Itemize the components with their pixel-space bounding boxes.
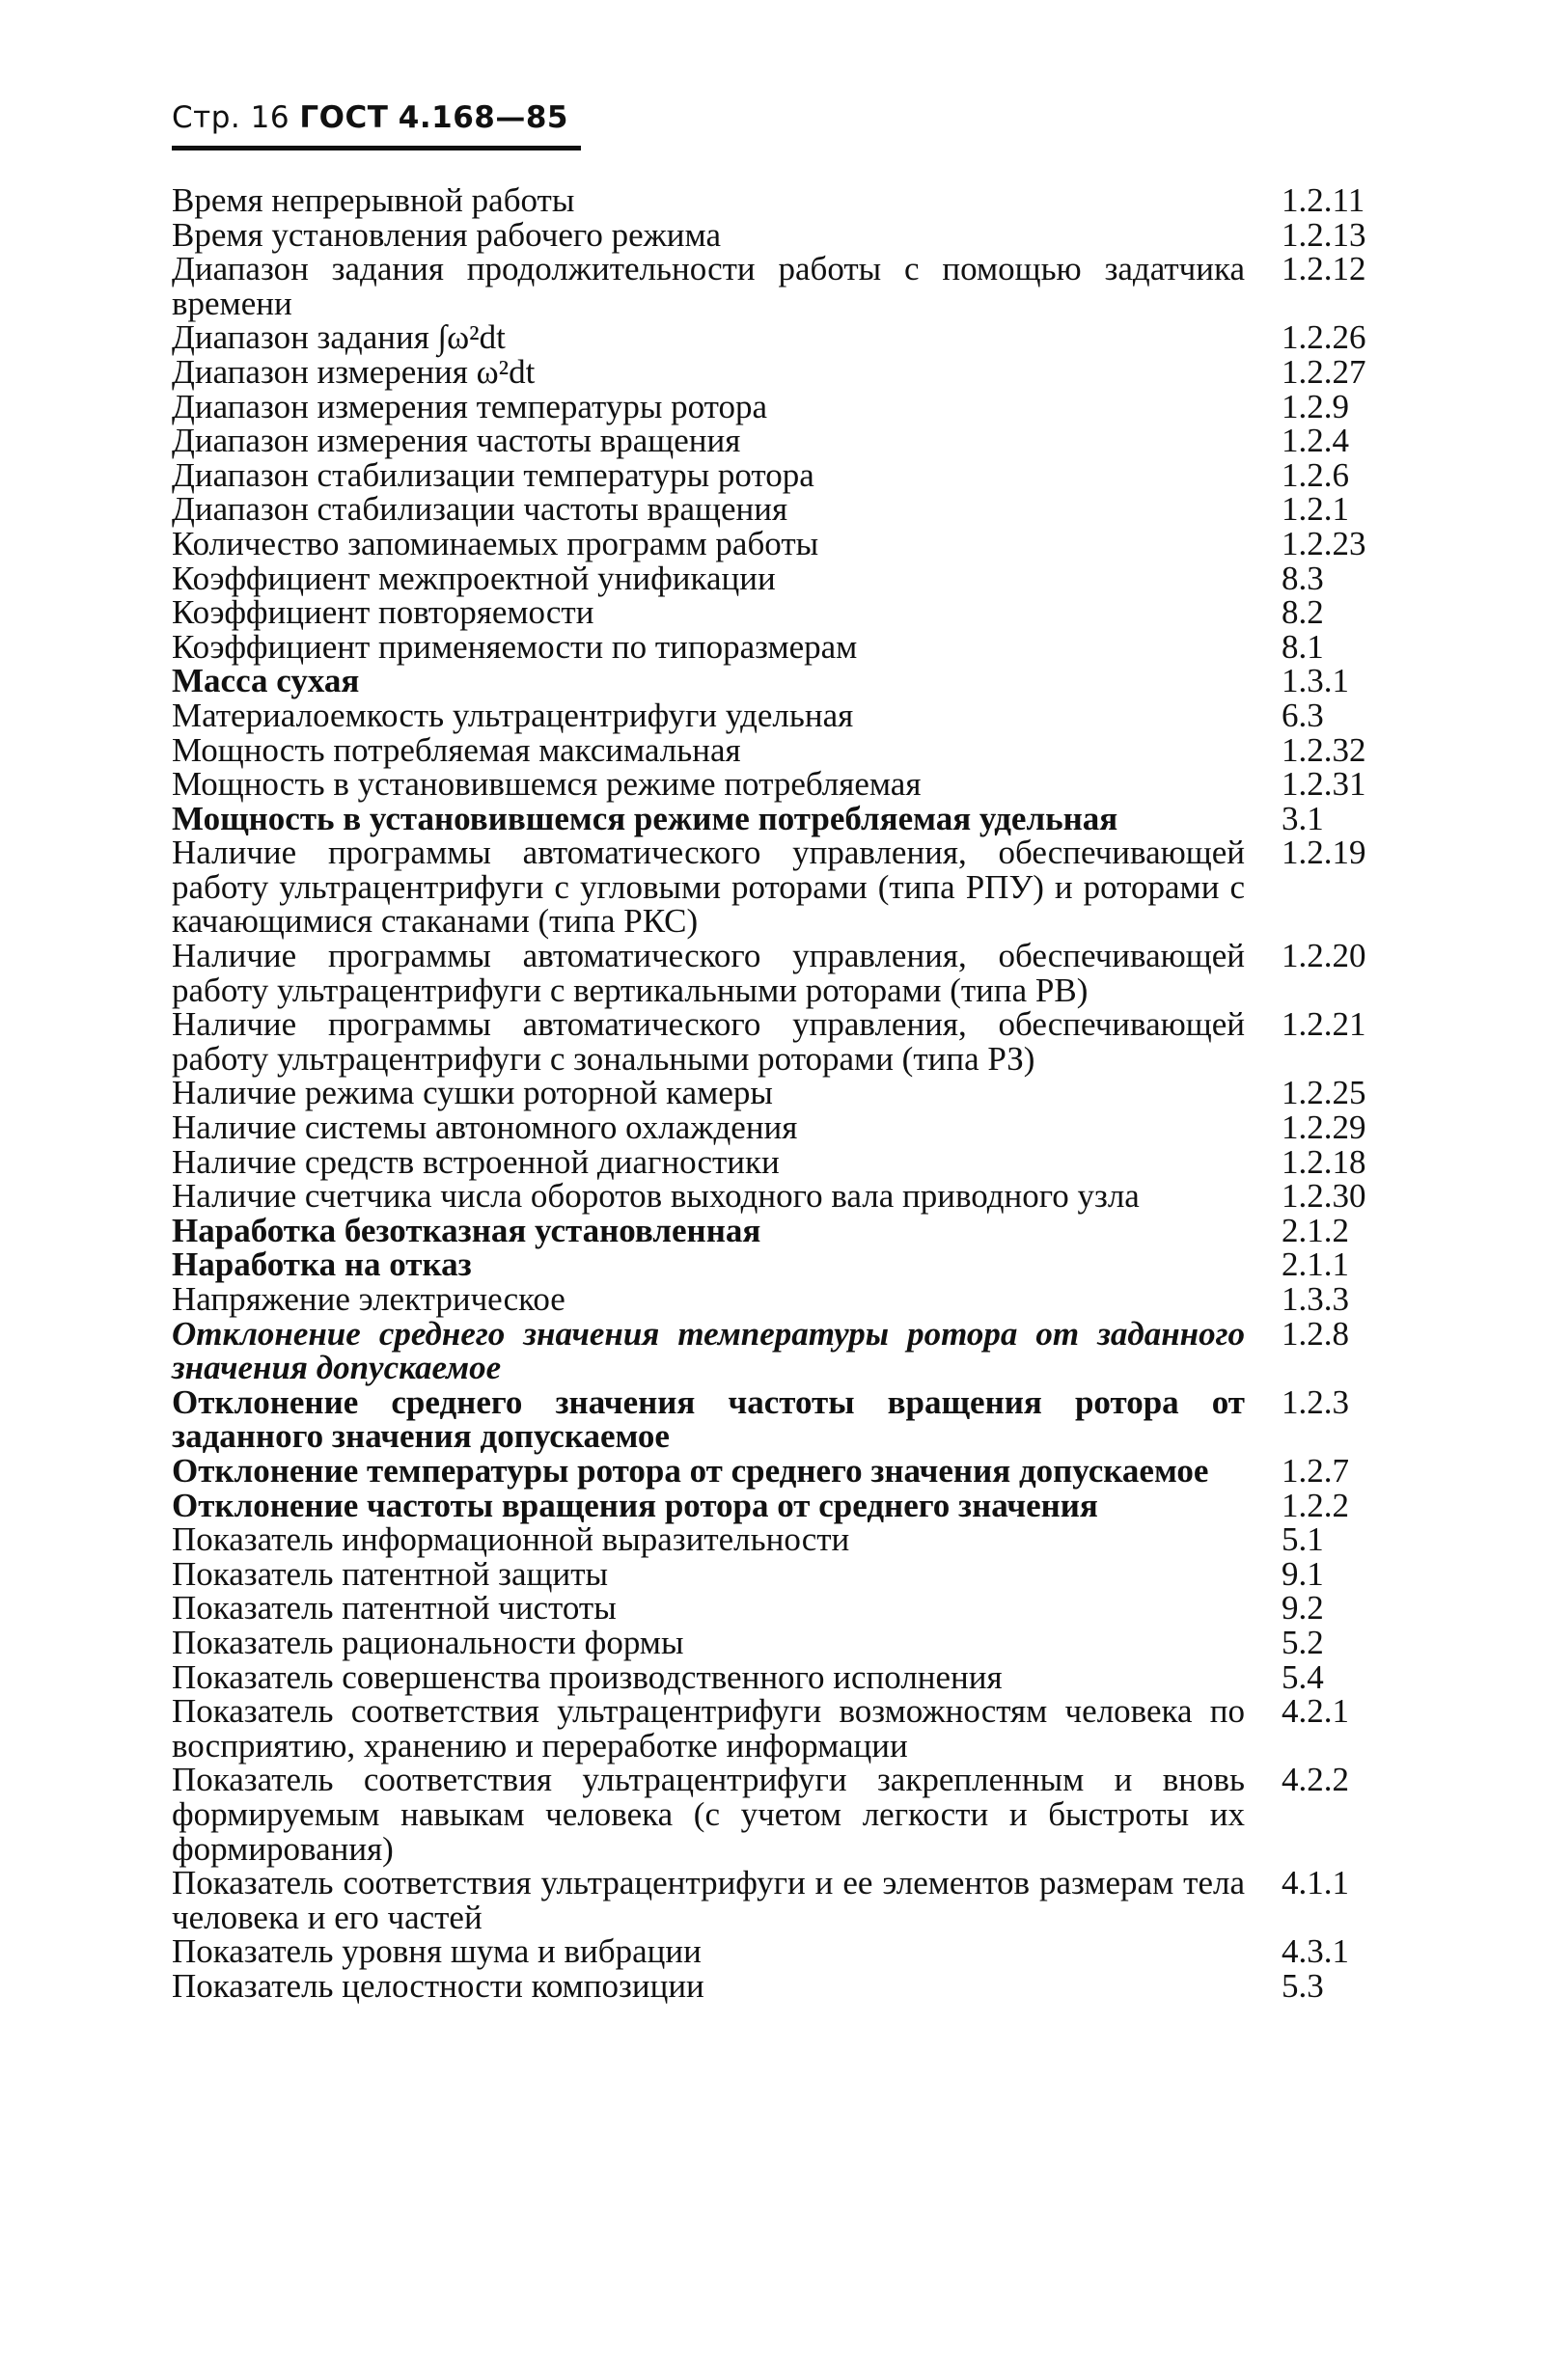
entry-clause-ref: 4.2.2 [1282,1761,1349,1799]
index-entry [172,1382,1388,1456]
index-entry [172,1142,1388,1181]
index-entry [172,320,1388,355]
standard-name: ГОСТ [299,100,389,135]
entry-term: Наработка на отказ [172,1245,472,1284]
page-header [172,100,568,135]
index-entry [172,698,1388,733]
index-entry [172,215,1388,254]
index-entry [172,767,1388,802]
entry-clause-ref: 1.2.3 [1282,1382,1349,1421]
entry-term: Отклонение частоты вращения ротора от среднего значения [172,1486,1098,1524]
entry-term: Наличие программы автоматического управления, обеспечивающей работу ультрацентрифуги с зональными роторами (типа РЗ) [172,1005,1245,1078]
entry-term: Показатель соответствия ультрацентрифуги возможностям человека по восприятию, хранению и переработке информации [172,1692,1245,1764]
standard-number: 4.168—85 [398,100,568,135]
index-entry [172,1934,1388,1969]
index-entry [172,183,1388,218]
entry-clause-ref: 1.2.11 [1282,181,1365,219]
entry-clause-ref: 1.2.8 [1282,1314,1349,1353]
entry-clause-ref: 1.2.2 [1282,1486,1349,1524]
index-entry [172,939,1388,1007]
entry-term: Мощность потребляемая максимальная [172,730,741,769]
index-entry [172,1657,1388,1696]
entry-clause-ref: 8.2 [1282,593,1324,632]
entry-term: Показатель информационной выразительности [172,1520,850,1559]
entry-clause-ref: 5.4 [1282,1657,1324,1696]
index-entry [172,1247,1388,1282]
entry-clause-ref: 2.1.1 [1282,1245,1349,1284]
entry-term: Диапазон измерения ω²dt [172,352,536,391]
entry-clause-ref: 1.2.21 [1282,1005,1366,1044]
entry-clause-ref: 1.2.30 [1282,1177,1366,1216]
entry-term: Наличие средств встроенной диагностики [172,1142,780,1181]
index-entry [172,1966,1388,2005]
entry-clause-ref: 4.2.1 [1282,1692,1349,1731]
index-entry [172,1179,1388,1214]
index-entry [172,1554,1388,1593]
entry-term: Диапазон задания ∫ω²dt [172,318,506,357]
entry-term: Показатель рациональности формы [172,1623,684,1661]
entry-term: Отклонение температуры ротора от среднего значения допускаемое [172,1451,1209,1490]
index-entry [172,252,1388,320]
entry-term: Мощность в установившемся режиме потребляемая удельная [172,799,1118,837]
entry-term: Диапазон задания продолжительности работы с помощью задатчика времени [172,250,1245,322]
entry-clause-ref: 1.2.20 [1282,937,1366,975]
index-entry [172,561,1388,596]
entry-term: Показатель патентной защиты [172,1554,609,1593]
entry-clause-ref: 1.2.23 [1282,524,1366,562]
index-entry [172,492,1388,527]
entry-clause-ref: 8.3 [1282,559,1324,597]
entry-term: Материалоемкость ультрацентрифуги удельная [172,696,854,734]
entry-term: Наличие счетчика числа оборотов выходного вала приводного узла [172,1177,1140,1216]
index-entry [172,1076,1388,1110]
entry-term: Диапазон измерения частоты вращения [172,422,741,460]
entry-clause-ref: 1.2.4 [1282,422,1349,460]
entry-term: Отклонение среднего значения частоты вращения ротора от заданного значения допускаемое [172,1382,1245,1456]
entry-term: Наличие программы автоматического управления, обеспечивающей работу ультрацентрифуги с вертикальными роторами (типа РВ) [172,937,1245,1009]
entry-clause-ref: 1.2.1 [1282,490,1349,529]
entry-clause-ref: 1.2.9 [1282,387,1349,425]
entry-clause-ref: 1.3.1 [1282,662,1349,700]
entry-term: Коэффициент повторяемости [172,593,594,632]
index-entry [172,1694,1388,1763]
entry-clause-ref: 5.2 [1282,1623,1324,1661]
index-entry [172,424,1388,458]
entry-term: Мощность в установившемся режиме потребляемая [172,765,922,804]
entry-term: Показатель уровня шума и вибрации [172,1932,702,1971]
entry-term: Диапазон стабилизации температуры ротора [172,455,814,494]
entry-term: Количество запоминаемых программ работы [172,524,819,562]
index-entry [172,1763,1388,1866]
entry-term: Показатель целостности композиции [172,1966,704,2005]
entry-clause-ref: 1.2.25 [1282,1074,1366,1112]
entry-clause-ref: 5.1 [1282,1520,1324,1559]
index-entry [172,627,1388,666]
entry-clause-ref: 1.3.3 [1282,1280,1349,1318]
entry-clause-ref: 1.2.26 [1282,318,1366,357]
index-entry [172,730,1388,769]
entry-clause-ref: 1.2.27 [1282,352,1366,391]
entry-clause-ref: 5.3 [1282,1966,1324,2005]
entry-term: Показатель патентной чистоты [172,1589,617,1628]
index-entry [172,1623,1388,1661]
entry-term: Наличие программы автоматического управления, обеспечивающей работу ультрацентрифуги с угловыми роторами (типа РПУ) и роторами с качающимися стаканами (типа РКС) [172,834,1245,941]
entry-clause-ref: 6.3 [1282,696,1324,734]
index-entry [172,1486,1388,1524]
entry-term: Диапазон стабилизации частоты вращения [172,490,788,529]
index-entry [172,1866,1388,1934]
entry-clause-ref: 9.2 [1282,1589,1324,1628]
index-entry [172,1007,1388,1076]
index-entry [172,664,1388,698]
entry-term: Показатель соответствия ультрацентрифуги и ее элементов размерам тела человека и его частей [172,1864,1245,1936]
header-rule [172,146,581,150]
index-entry [172,595,1388,630]
index-entry [172,1211,1388,1249]
index-entry [172,352,1388,391]
entry-clause-ref: 1.2.12 [1282,250,1366,288]
entry-term: Диапазон измерения температуры ротора [172,387,768,425]
index-entry [172,1110,1388,1145]
index-entry [172,524,1388,562]
entry-term: Напряжение электрическое [172,1280,565,1318]
index-entry [172,1314,1388,1387]
entry-clause-ref: 1.2.6 [1282,455,1349,494]
entry-clause-ref: 8.1 [1282,627,1324,666]
index-entry [172,387,1388,425]
entry-term: Наличие режима сушки роторной камеры [172,1074,773,1112]
entry-term: Коэффициент межпроектной унификации [172,559,776,597]
index-entry [172,835,1388,939]
entry-term: Отклонение среднего значения температуры ротора от заданного значения допускаемое [172,1314,1245,1387]
entry-term: Масса сухая [172,662,360,700]
entry-clause-ref: 1.2.32 [1282,730,1366,769]
index-entry [172,1451,1388,1490]
index-entry [172,1522,1388,1557]
entry-term: Время установления рабочего режима [172,215,721,254]
index-list [172,183,1388,2003]
entry-clause-ref: 1.2.18 [1282,1142,1366,1181]
entry-clause-ref: 9.1 [1282,1554,1324,1593]
entry-clause-ref: 1.2.13 [1282,215,1366,254]
index-entry [172,799,1388,837]
entry-term: Время непрерывной работы [172,181,575,219]
entry-term: Коэффициент применяемости по типоразмерам [172,627,858,666]
entry-term: Показатель соответствия ультрацентрифуги закрепленным и вновь формируемым навыкам человека (с учетом легкости и быстроты их формирования) [172,1761,1245,1868]
entry-clause-ref: 1.2.29 [1282,1108,1366,1147]
entry-clause-ref: 4.3.1 [1282,1932,1349,1971]
entry-clause-ref: 1.2.7 [1282,1451,1349,1490]
entry-clause-ref: 3.1 [1282,799,1324,837]
index-entry [172,1591,1388,1626]
index-entry [172,455,1388,494]
entry-term: Показатель совершенства производственного исполнения [172,1657,1003,1696]
entry-clause-ref: 1.2.31 [1282,765,1366,804]
entry-clause-ref: 1.2.19 [1282,834,1366,872]
entry-term: Наличие системы автономного охлаждения [172,1108,798,1147]
entry-clause-ref: 2.1.2 [1282,1211,1349,1249]
index-entry [172,1282,1388,1317]
entry-clause-ref: 4.1.1 [1282,1864,1349,1902]
entry-term: Наработка безотказная установленная [172,1211,761,1249]
page-number: Стр. 16 [172,100,290,135]
